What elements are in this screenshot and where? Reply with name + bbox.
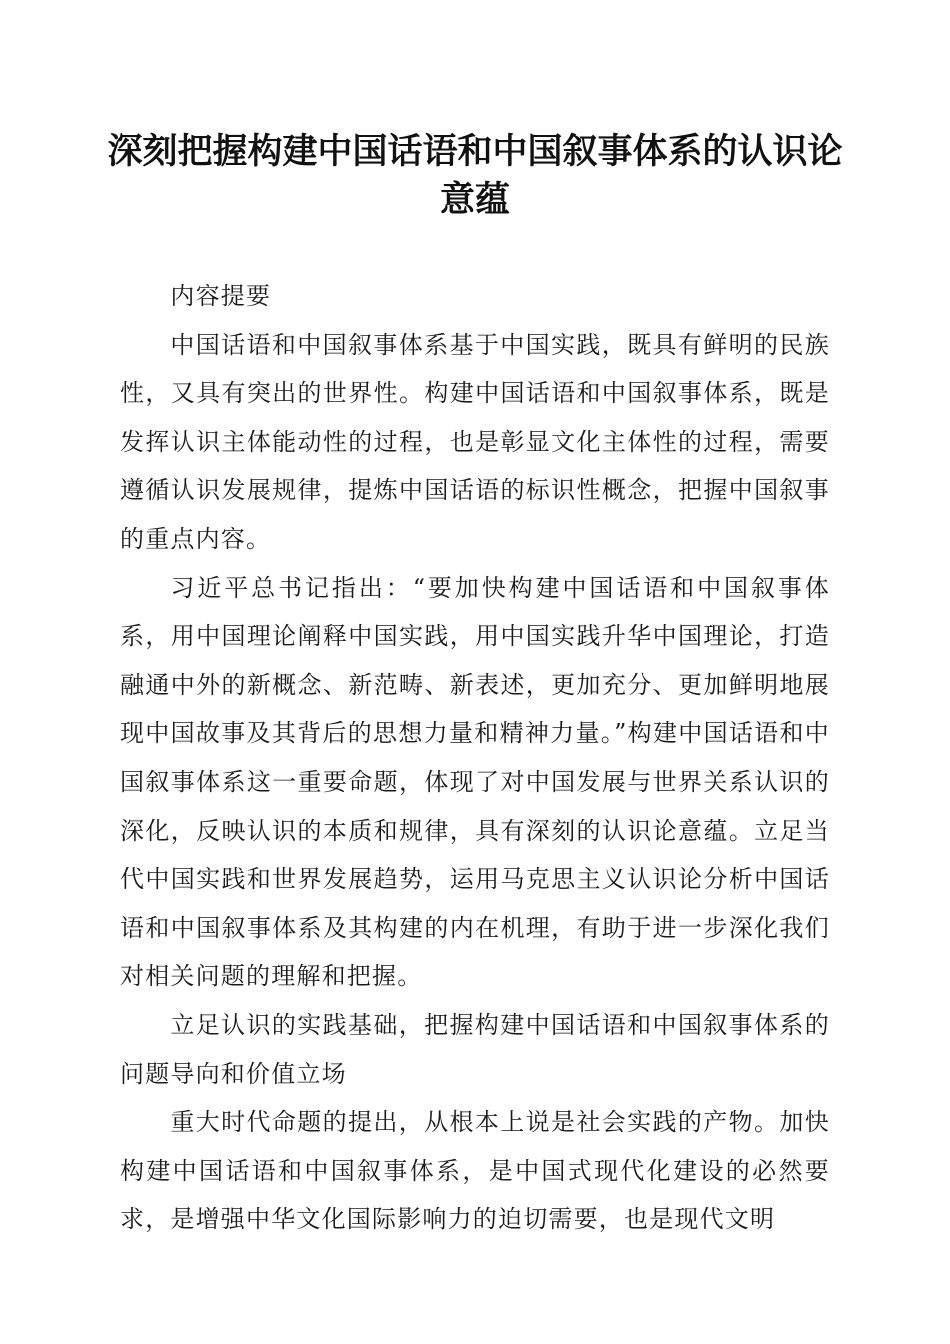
document-body (120, 272, 830, 1244)
section-heading: 立足认识的实践基础，把握构建中国话语和中国叙事体系的问题导向和价值立场 (120, 1010, 830, 1088)
summary-paragraph: 中国话语和中国叙事体系基于中国实践，既具有鲜明的民族性，又具有突出的世界性。构建中国话语和中国叙事体系，既是发挥认识主体能动性的过程，也是彰显文化主体性的过程，需要遵循认识发展规律，提炼中国话语的标识性概念，把握中国叙事的重点内容。 (120, 330, 830, 553)
quote-paragraph: 习近平总书记指出：“要加快构建中国话语和中国叙事体系，用中国理论阐释中国实践，用中国实践升华中国理论，打造融通中外的新概念、新范畴、新表述，更加充分、更加鲜明地展现中国故事及其背后的思想力量和精神力量。”构建中国话语和中国叙事体系这一重要命题，体现了对中国发展与世界关系认识的深化，反映认识的本质和规律，具有深刻的认识论意蕴。立足当代中国实践和世界发展趋势，运用马克思主义认识论分析中国话语和中国叙事体系及其构建的内在机理，有助于进一步深化我们对相关问题的理解和把握。 (120, 573, 830, 991)
document-title: 深刻把握构建中国话语和中国叙事体系的认识论意蕴 (107, 131, 843, 220)
section-paragraph: 重大时代命题的提出，从根本上说是社会实践的产物。加快构建中国话语和中国叙事体系，是中国式现代化建设的必然要求，是增强中华文化国际影响力的迫切需要，也是现代文明 (120, 1108, 830, 1234)
summary-heading: 内容提要 (170, 282, 272, 310)
